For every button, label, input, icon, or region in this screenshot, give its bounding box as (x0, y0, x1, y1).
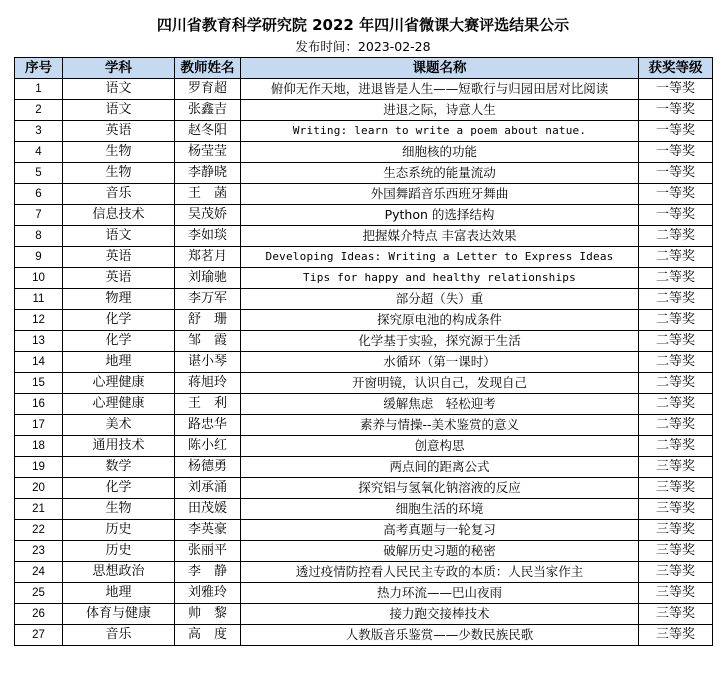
cell-course: 透过疫情防控看人民民主专政的本质：人民当家作主 (241, 562, 639, 583)
table-row (15, 100, 713, 121)
table-row (15, 205, 713, 226)
cell-no: 6 (15, 184, 63, 205)
publish-info (0, 37, 726, 55)
cell-award: 一等奖 (639, 121, 713, 142)
cell-subject: 音乐 (63, 184, 175, 205)
cell-award: 二等奖 (639, 352, 713, 373)
cell-subject: 生物 (63, 142, 175, 163)
cell-subject: 英语 (63, 268, 175, 289)
cell-course: 部分超（失）重 (241, 289, 639, 310)
cell-award: 一等奖 (639, 100, 713, 121)
cell-award: 三等奖 (639, 625, 713, 646)
cell-teacher: 舒 珊 (175, 310, 241, 331)
table-row (15, 499, 713, 520)
table-header-row (15, 58, 713, 79)
cell-course: 生态系统的能量流动 (241, 163, 639, 184)
table-row (15, 562, 713, 583)
cell-course: 两点间的距离公式 (241, 457, 639, 478)
table-row (15, 331, 713, 352)
cell-subject: 语文 (63, 226, 175, 247)
cell-award: 二等奖 (639, 247, 713, 268)
cell-no: 15 (15, 373, 63, 394)
table-row (15, 604, 713, 625)
cell-award: 二等奖 (639, 331, 713, 352)
cell-award: 一等奖 (639, 184, 713, 205)
cell-course: 细胞生活的环境 (241, 499, 639, 520)
cell-subject: 英语 (63, 247, 175, 268)
cell-subject: 心理健康 (63, 394, 175, 415)
cell-teacher: 张鑫吉 (175, 100, 241, 121)
column-header-teacher: 教师姓名 (175, 58, 241, 79)
cell-award: 一等奖 (639, 79, 713, 100)
table-row (15, 394, 713, 415)
cell-teacher: 杨莹莹 (175, 142, 241, 163)
cell-no: 9 (15, 247, 63, 268)
cell-award: 二等奖 (639, 268, 713, 289)
table-row (15, 121, 713, 142)
cell-award: 三等奖 (639, 541, 713, 562)
column-header-course: 课题名称 (241, 58, 639, 79)
table-body (15, 79, 713, 646)
table-row (15, 541, 713, 562)
cell-no: 23 (15, 541, 63, 562)
cell-no: 22 (15, 520, 63, 541)
table-row (15, 268, 713, 289)
cell-teacher: 王 菡 (175, 184, 241, 205)
cell-course: 缓解焦虑 轻松迎考 (241, 394, 639, 415)
cell-no: 17 (15, 415, 63, 436)
cell-no: 14 (15, 352, 63, 373)
cell-teacher: 郑茗月 (175, 247, 241, 268)
cell-no: 18 (15, 436, 63, 457)
results-table (14, 57, 713, 646)
cell-teacher: 张丽平 (175, 541, 241, 562)
table-row (15, 625, 713, 646)
cell-course: 把握媒介特点 丰富表达效果 (241, 226, 639, 247)
cell-subject: 化学 (63, 331, 175, 352)
cell-award: 二等奖 (639, 415, 713, 436)
cell-no: 4 (15, 142, 63, 163)
cell-course: 接力跑交接棒技术 (241, 604, 639, 625)
cell-no: 19 (15, 457, 63, 478)
cell-teacher: 帅 黎 (175, 604, 241, 625)
cell-no: 10 (15, 268, 63, 289)
cell-no: 11 (15, 289, 63, 310)
cell-no: 24 (15, 562, 63, 583)
cell-teacher: 王 利 (175, 394, 241, 415)
table-row (15, 247, 713, 268)
cell-no: 26 (15, 604, 63, 625)
cell-no: 5 (15, 163, 63, 184)
cell-course: 水循环（第一课时） (241, 352, 639, 373)
cell-teacher: 田茂媛 (175, 499, 241, 520)
cell-teacher: 李 静 (175, 562, 241, 583)
cell-course: Developing Ideas: Writing a Letter to Express Ideas (241, 247, 639, 268)
cell-subject: 数学 (63, 457, 175, 478)
cell-subject: 语文 (63, 79, 175, 100)
cell-teacher: 刘瑜驰 (175, 268, 241, 289)
cell-award: 三等奖 (639, 604, 713, 625)
cell-no: 2 (15, 100, 63, 121)
cell-teacher: 蒋旭玲 (175, 373, 241, 394)
cell-course: 素养与情操--美术鉴赏的意义 (241, 415, 639, 436)
cell-course: 细胞核的功能 (241, 142, 639, 163)
page-title: 四川省教育科学研究院 2022 年四川省微课大赛评选结果公示 (156, 16, 570, 34)
cell-award: 二等奖 (639, 394, 713, 415)
column-header-no: 序号 (15, 58, 63, 79)
cell-no: 20 (15, 478, 63, 499)
column-header-award: 获奖等级 (639, 58, 713, 79)
table-row (15, 478, 713, 499)
cell-teacher: 邹 霞 (175, 331, 241, 352)
cell-award: 三等奖 (639, 478, 713, 499)
cell-no: 3 (15, 121, 63, 142)
cell-subject: 地理 (63, 352, 175, 373)
cell-award: 三等奖 (639, 583, 713, 604)
cell-course: 俯仰无作天地，进退皆是人生——短歌行与归园田居对比阅读 (241, 79, 639, 100)
cell-teacher: 李静晓 (175, 163, 241, 184)
table-row (15, 373, 713, 394)
cell-subject: 语文 (63, 100, 175, 121)
cell-no: 25 (15, 583, 63, 604)
cell-subject: 地理 (63, 583, 175, 604)
table-row (15, 457, 713, 478)
cell-no: 21 (15, 499, 63, 520)
cell-no: 13 (15, 331, 63, 352)
cell-course: 人教版音乐鉴赏——少数民族民歌 (241, 625, 639, 646)
cell-subject: 音乐 (63, 625, 175, 646)
cell-course: 进退之际，诗意人生 (241, 100, 639, 121)
cell-award: 三等奖 (639, 520, 713, 541)
publish-date: 2023-02-28 (357, 39, 431, 54)
cell-subject: 历史 (63, 520, 175, 541)
cell-course: 化学基于实验，探究源于生活 (241, 331, 639, 352)
cell-teacher: 吴茂娇 (175, 205, 241, 226)
cell-subject: 化学 (63, 310, 175, 331)
cell-subject: 历史 (63, 541, 175, 562)
cell-teacher: 李英豪 (175, 520, 241, 541)
cell-course: 探究原电池的构成条件 (241, 310, 639, 331)
cell-teacher: 刘承涌 (175, 478, 241, 499)
cell-teacher: 高 度 (175, 625, 241, 646)
cell-course: 探究铝与氢氧化钠溶液的反应 (241, 478, 639, 499)
cell-subject: 英语 (63, 121, 175, 142)
table-row (15, 415, 713, 436)
cell-subject: 思想政治 (63, 562, 175, 583)
cell-award: 一等奖 (639, 142, 713, 163)
cell-teacher: 刘雅玲 (175, 583, 241, 604)
cell-subject: 信息技术 (63, 205, 175, 226)
cell-subject: 生物 (63, 499, 175, 520)
cell-subject: 美术 (63, 415, 175, 436)
cell-subject: 体育与健康 (63, 604, 175, 625)
cell-award: 二等奖 (639, 436, 713, 457)
cell-no: 7 (15, 205, 63, 226)
table-row (15, 163, 713, 184)
table-row (15, 352, 713, 373)
publish-label: 发布时间： (295, 39, 358, 54)
table-row (15, 289, 713, 310)
cell-course: Tips for happy and healthy relationships (241, 268, 639, 289)
cell-no: 1 (15, 79, 63, 100)
cell-course: 高考真题与一轮复习 (241, 520, 639, 541)
cell-no: 27 (15, 625, 63, 646)
cell-subject: 生物 (63, 163, 175, 184)
table-row (15, 79, 713, 100)
cell-no: 8 (15, 226, 63, 247)
cell-award: 三等奖 (639, 562, 713, 583)
cell-course: Writing: learn to write a poem about natue. (241, 121, 639, 142)
column-header-subject: 学科 (63, 58, 175, 79)
cell-award: 三等奖 (639, 499, 713, 520)
cell-course: 开窗明镜，认识自己，发现自己 (241, 373, 639, 394)
cell-teacher: 路忠华 (175, 415, 241, 436)
cell-award: 二等奖 (639, 226, 713, 247)
cell-award: 三等奖 (639, 457, 713, 478)
table-row (15, 436, 713, 457)
cell-teacher: 李如琰 (175, 226, 241, 247)
cell-course: 创意构思 (241, 436, 639, 457)
cell-course: 破解历史习题的秘密 (241, 541, 639, 562)
cell-award: 二等奖 (639, 373, 713, 394)
table-row (15, 142, 713, 163)
table-row (15, 520, 713, 541)
cell-award: 二等奖 (639, 310, 713, 331)
table-row (15, 184, 713, 205)
table-row (15, 583, 713, 604)
cell-award: 一等奖 (639, 163, 713, 184)
cell-course: Python 的选择结构 (241, 205, 639, 226)
cell-teacher: 陈小红 (175, 436, 241, 457)
cell-subject: 心理健康 (63, 373, 175, 394)
cell-course: 外国舞蹈音乐西班牙舞曲 (241, 184, 639, 205)
cell-subject: 化学 (63, 478, 175, 499)
table-row (15, 310, 713, 331)
cell-no: 12 (15, 310, 63, 331)
cell-teacher: 李万军 (175, 289, 241, 310)
cell-award: 一等奖 (639, 205, 713, 226)
cell-subject: 物理 (63, 289, 175, 310)
cell-course: 热力环流——巴山夜雨 (241, 583, 639, 604)
cell-teacher: 杨德勇 (175, 457, 241, 478)
table-row (15, 226, 713, 247)
cell-teacher: 罗育超 (175, 79, 241, 100)
cell-award: 二等奖 (639, 289, 713, 310)
cell-teacher: 谌小琴 (175, 352, 241, 373)
cell-no: 16 (15, 394, 63, 415)
cell-teacher: 赵冬阳 (175, 121, 241, 142)
cell-subject: 通用技术 (63, 436, 175, 457)
